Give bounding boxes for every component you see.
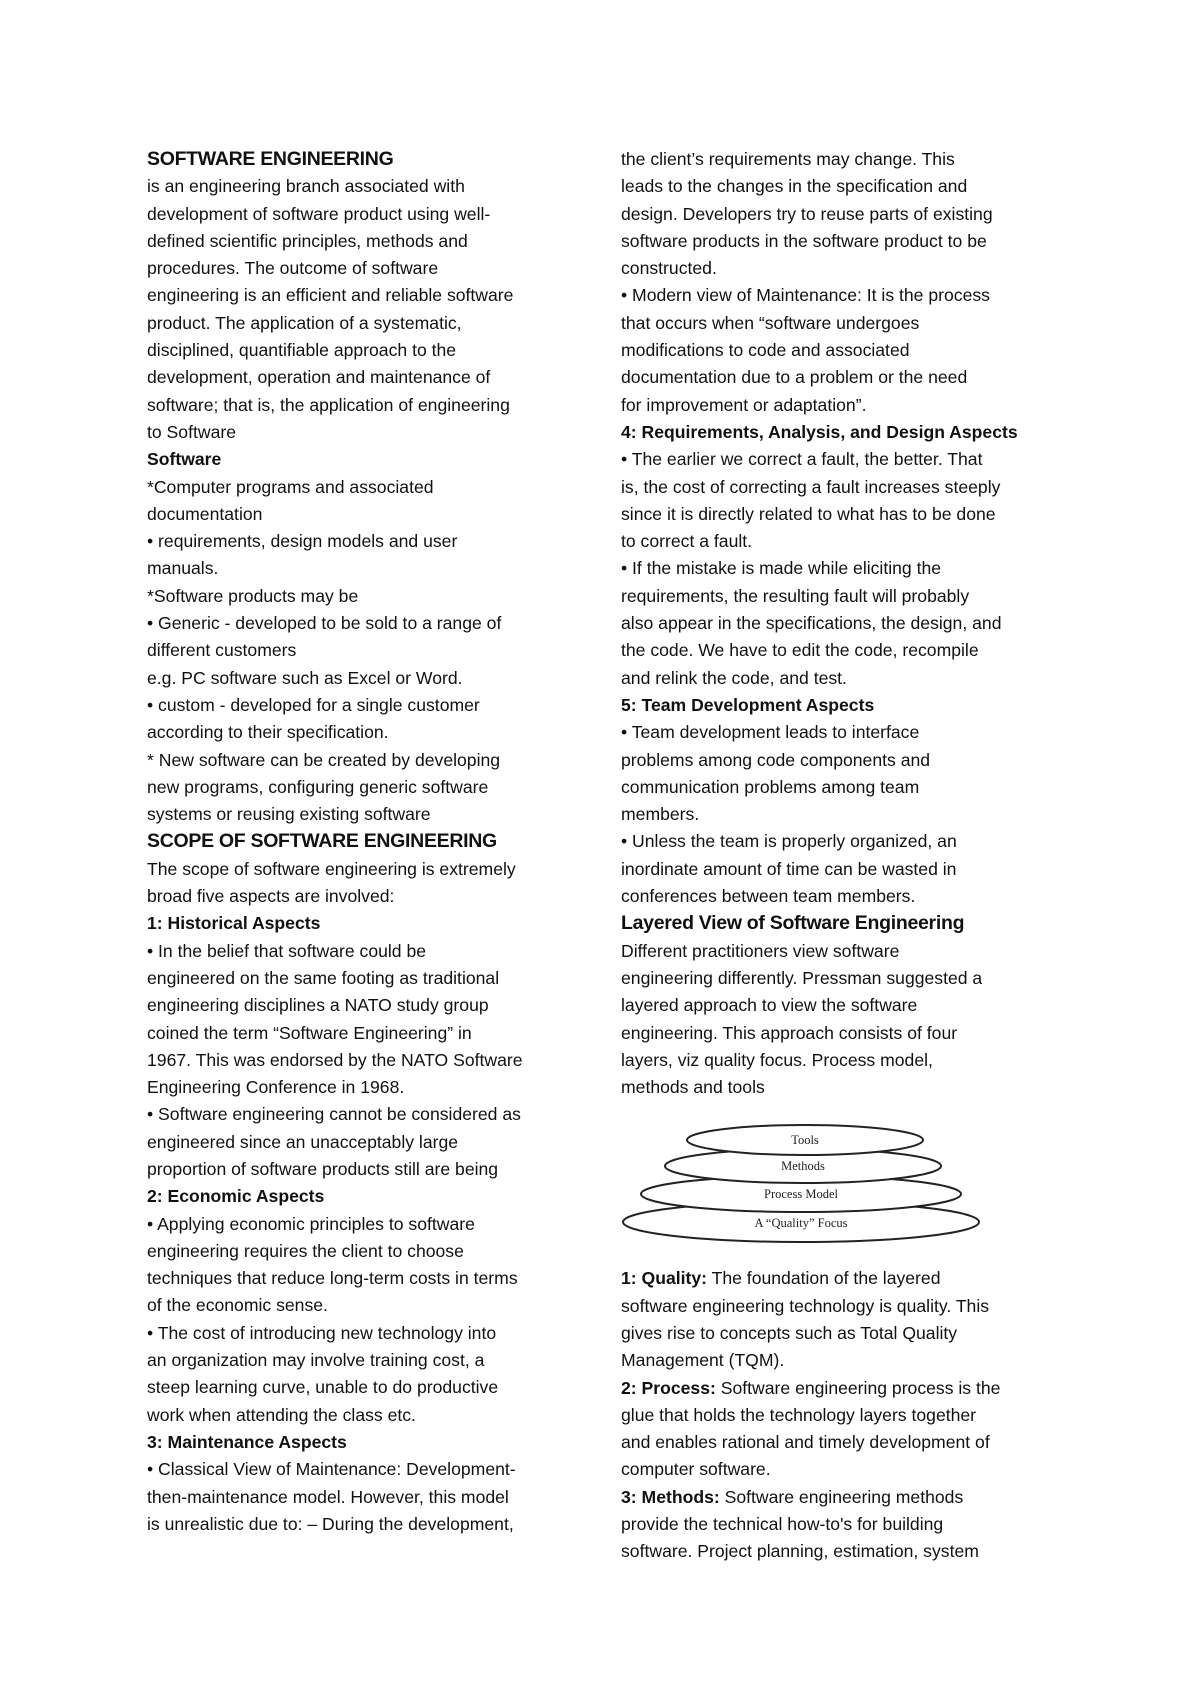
text-line: engineering disciplines a NATO study group	[147, 995, 489, 1016]
maintenance-heading: 3: Maintenance Aspects	[147, 1431, 347, 1452]
text-line: • Modern view of Maintenance: It is the process	[621, 285, 990, 306]
team-section	[621, 719, 1076, 910]
text-line: techniques that reduce long-term costs in terms	[147, 1268, 518, 1289]
text-line: coined the term “Software Engineering” in	[147, 1022, 472, 1043]
text-line: engineering differently. Pressman suggested a	[621, 967, 983, 988]
text-line: software. Project planning, estimation, system	[621, 1541, 979, 1562]
text-line: defined scientific principles, methods and	[147, 230, 468, 251]
text-line: inordinate amount of time can be wasted in	[621, 858, 957, 879]
text-line: layered approach to view the software	[621, 995, 918, 1016]
text-line: of the economic sense.	[147, 1295, 328, 1316]
text-line: to correct a fault.	[621, 531, 753, 552]
requirements-heading: 4: Requirements, Analysis, and Design Aspects	[621, 421, 1018, 442]
text-line: • Team development leads to interface	[621, 722, 920, 743]
text-line: and relink the code, and test.	[621, 667, 847, 688]
methods-layer-label: Methods	[781, 1159, 825, 1174]
text-line: *Computer programs and associated	[147, 476, 434, 497]
text-line: systems or reusing existing software	[147, 804, 431, 825]
text-line: the client’s requirements may change. This	[621, 149, 955, 169]
text-line: • The earlier we correct a fault, the better. That	[621, 449, 983, 470]
text-line: then-maintenance model. However, this model	[147, 1486, 509, 1507]
text-line: is, the cost of correcting a fault increases steeply	[621, 476, 1001, 497]
intro-paragraph	[147, 173, 594, 446]
scope-title: SCOPE OF SOFTWARE ENGINEERING	[147, 830, 497, 853]
text-line: 1967. This was endorsed by the NATO Software	[147, 1049, 523, 1070]
text-line	[621, 1484, 1076, 1511]
left-column	[147, 146, 594, 1538]
software-heading: Software	[147, 449, 222, 470]
page-title: SOFTWARE ENGINEERING	[147, 148, 394, 170]
text-line: • Applying economic principles to software	[147, 1213, 475, 1234]
text-line: constructed.	[621, 258, 717, 279]
text-line: for improvement or adaptation”.	[621, 394, 867, 415]
text-line: engineering is an efficient and reliable software	[147, 285, 514, 306]
text-line: engineering. This approach consists of four	[621, 1022, 958, 1043]
methods-text: Software engineering methods	[719, 1486, 964, 1507]
text-line: development, operation and maintenance of	[147, 367, 491, 388]
text-line: software; that is, the application of engineering	[147, 394, 510, 415]
text-line: • The cost of introducing new technology into	[147, 1322, 497, 1343]
text-line: e.g. PC software such as Excel or Word.	[147, 667, 463, 688]
text-line: * New software can be created by developing	[147, 749, 501, 770]
text-line: leads to the changes in the specification and	[621, 176, 968, 197]
quality-label: 1: Quality:	[621, 1268, 708, 1289]
text-line: new programs, configuring generic software	[147, 776, 489, 797]
text-line: communication problems among team	[621, 776, 920, 797]
text-line: • requirements, design models and user	[147, 531, 458, 552]
right-column	[621, 146, 1076, 1566]
quality-layer-label: A “Quality” Focus	[754, 1216, 848, 1231]
text-line: Management (TQM).	[621, 1350, 785, 1371]
process-layer-label: Process Model	[764, 1187, 838, 1202]
text-line: design. Developers try to reuse parts of existing	[621, 203, 993, 224]
text-line: engineered on the same footing as traditional	[147, 967, 500, 988]
layered-title: Layered View of Software Engineering	[621, 912, 965, 935]
layered-diagram	[621, 1107, 1076, 1257]
text-line: work when attending the class etc.	[147, 1404, 416, 1425]
text-line: the code. We have to edit the code, recompile	[621, 640, 979, 661]
text-line: modifications to code and associated	[621, 340, 910, 361]
historical-heading: 1: Historical Aspects	[147, 913, 321, 934]
text-line: is unrealistic due to: – During the development,	[147, 1513, 514, 1534]
text-line: software products in the software product to be	[621, 230, 987, 251]
text-line: Engineering Conference in 1968.	[147, 1077, 405, 1098]
text-line: conferences between team members.	[621, 886, 916, 907]
text-line: computer software.	[621, 1459, 771, 1480]
tools-layer-label: Tools	[791, 1133, 819, 1148]
text-line: engineered since an unacceptably large	[147, 1131, 459, 1152]
text-line: • Software engineering cannot be considered as	[147, 1104, 521, 1125]
text-line: methods and tools	[621, 1077, 765, 1098]
quality-text: The foundation of the layered	[707, 1268, 941, 1289]
text-line: members.	[621, 804, 700, 825]
layered-intro	[621, 938, 1076, 1102]
text-line: that occurs when “software undergoes	[621, 312, 920, 333]
text-line: disciplined, quantifiable approach to the	[147, 340, 457, 361]
quality-section	[621, 1265, 1076, 1374]
text-line: • Generic - developed to be sold to a range of	[147, 613, 502, 634]
text-line: requirements, the resulting fault will probably	[621, 585, 970, 606]
text-line: glue that holds the technology layers together	[621, 1404, 977, 1425]
text-line: an organization may involve training cost, a	[147, 1350, 485, 1371]
layered-diagram-svg	[621, 1107, 981, 1257]
process-label: 2: Process:	[621, 1377, 716, 1398]
text-line: Different practitioners view software	[621, 940, 900, 961]
text-line: problems among code components and	[621, 749, 931, 770]
text-line: provide the technical how-to's for building	[621, 1514, 944, 1535]
methods-section	[621, 1484, 1076, 1566]
text-line: according to their specification.	[147, 722, 389, 743]
economic-section	[147, 1211, 594, 1429]
text-line: to Software	[147, 421, 236, 442]
text-line: and enables rational and timely development of	[621, 1432, 990, 1453]
scope-intro	[147, 856, 594, 911]
text-line: software engineering technology is quality. This	[621, 1295, 990, 1316]
process-section	[621, 1375, 1076, 1484]
software-section	[147, 474, 594, 829]
text-line: layers, viz quality focus. Process model,	[621, 1049, 933, 1070]
text-line: • custom - developed for a single customer	[147, 694, 480, 715]
text-line: *Software products may be	[147, 585, 359, 606]
process-text: Software engineering process is the	[715, 1377, 1001, 1398]
text-line: documentation due to a problem or the need	[621, 367, 968, 388]
text-line: • Classical View of Maintenance: Development-	[147, 1459, 516, 1480]
text-line: manuals.	[147, 558, 219, 579]
text-line: steep learning curve, unable to do productive	[147, 1377, 499, 1398]
text-line	[621, 1375, 1076, 1402]
text-line: since it is directly related to what has to be done	[621, 503, 996, 524]
team-heading: 5: Team Development Aspects	[621, 694, 875, 715]
text-line: • In the belief that software could be	[147, 940, 427, 961]
text-line: broad five aspects are involved:	[147, 886, 395, 907]
text-line: product. The application of a systematic,	[147, 312, 462, 333]
maintenance-section	[147, 1456, 594, 1538]
methods-label: 3: Methods:	[621, 1486, 720, 1507]
text-line: different customers	[147, 640, 297, 661]
historical-section	[147, 938, 594, 1184]
text-line: • If the mistake is made while eliciting the	[621, 558, 942, 579]
economic-heading: 2: Economic Aspects	[147, 1186, 325, 1207]
text-line: gives rise to concepts such as Total Quality	[621, 1322, 958, 1343]
text-line: The scope of software engineering is extremely	[147, 858, 516, 879]
text-line: proportion of software products still are being	[147, 1158, 499, 1179]
text-line: documentation	[147, 503, 263, 524]
text-line: development of software product using well-	[147, 203, 491, 224]
text-line	[621, 1265, 1076, 1292]
text-line: is an engineering branch associated with	[147, 176, 465, 197]
text-line: also appear in the specifications, the design, and	[621, 613, 1002, 634]
requirements-section	[621, 446, 1076, 692]
maintenance-continued	[621, 146, 1076, 419]
text-line: • Unless the team is properly organized, an	[621, 831, 957, 852]
text-line: procedures. The outcome of software	[147, 258, 439, 279]
text-line: engineering requires the client to choose	[147, 1240, 464, 1261]
